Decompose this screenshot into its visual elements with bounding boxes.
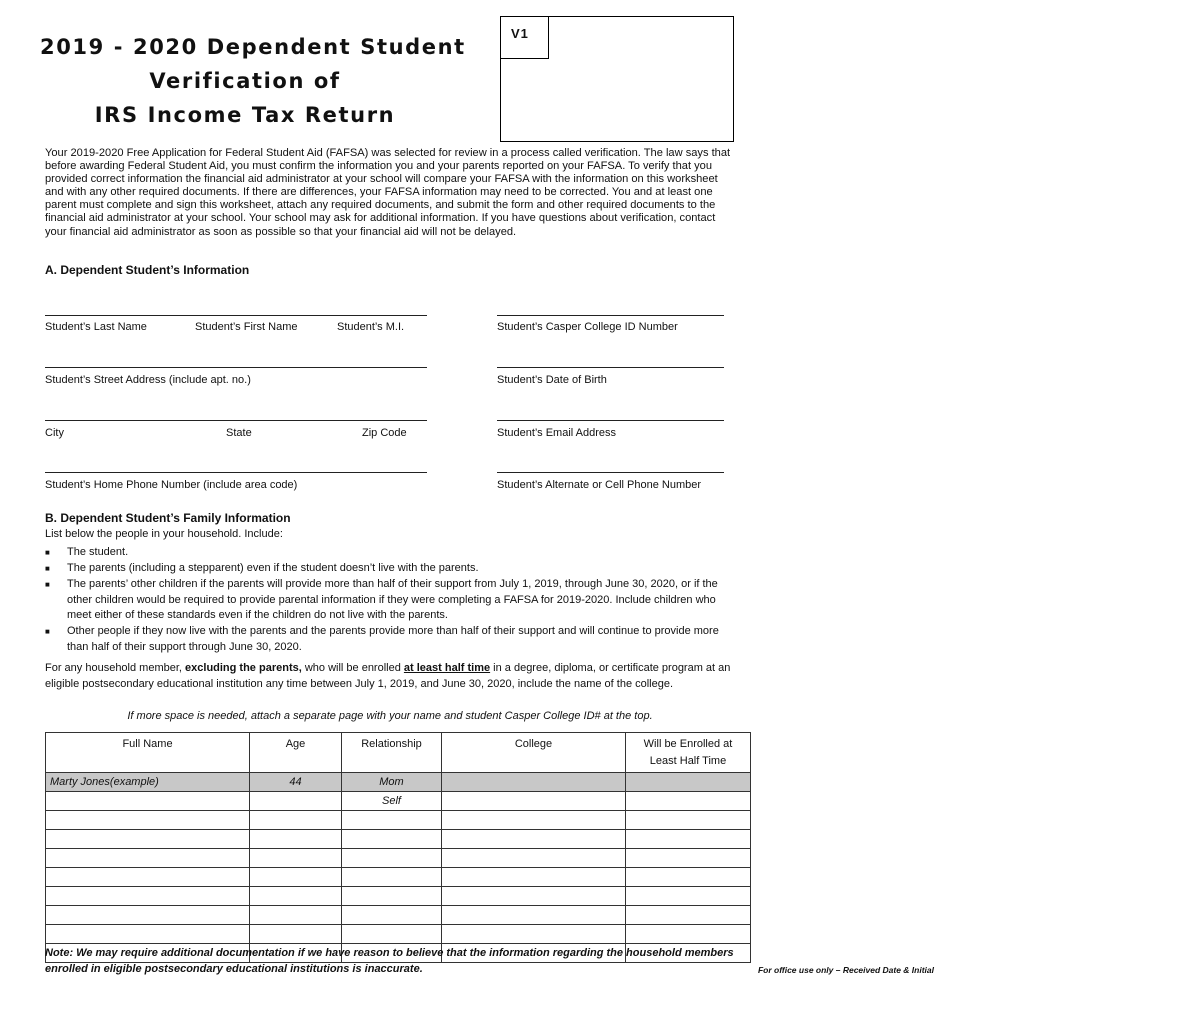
city-line[interactable]: [45, 420, 427, 421]
section-b-heading: B. Dependent Student’s Family Information: [45, 511, 291, 525]
dob-line[interactable]: [497, 367, 724, 368]
example-age: 44: [250, 773, 342, 792]
office-use-box: V1 For office use only – Received Date & Initial: [500, 16, 734, 142]
home-phone-line[interactable]: [45, 472, 427, 473]
alt-phone-label: Student’s Alternate or Cell Phone Number: [497, 479, 702, 491]
id-line[interactable]: [497, 315, 724, 316]
bullet-item: ■ The parents (including a stepparent) even if the student doesn’t live with the parents.: [45, 561, 735, 577]
bullet-item: ■ Other people if they now live with the parents and the parents provide more than half of their support and will continue to provide more than half of their support through June 30, 2020.: [45, 625, 719, 653]
table-row[interactable]: [46, 792, 751, 811]
title-line-3: IRS Income Tax Return: [94, 103, 396, 127]
title-line-1: 2019 - 2020 Dependent Student: [40, 35, 466, 59]
list-intro: List below the people in your household. Include:: [45, 528, 283, 540]
example-row: [46, 773, 751, 792]
email-label: Student’s Email Address: [497, 427, 617, 439]
table-header-row: [46, 733, 751, 773]
bullet-item: ■ The parents’ other children if the parents will provide more than half of their support from July 1, 2019, through June 30, 2020, or if the other children would be required to provide parental information if they were completing a FAFSA for 2019-2020. Include children who meet either of these standards even if the children do not live with the parents.: [45, 578, 718, 622]
table-row[interactable]: [46, 925, 751, 944]
email-line[interactable]: [497, 420, 724, 421]
id-label: Student’s Casper College ID Number: [497, 321, 678, 333]
home-phone-label: Student’s Home Phone Number (include area code): [45, 479, 298, 491]
title-line-2: Verification of: [149, 69, 341, 93]
city-label: City: [45, 427, 64, 439]
household-table: [45, 732, 751, 963]
bullet-square-icon: ■: [45, 627, 50, 636]
self-relationship: Self: [342, 792, 442, 811]
alt-phone-line[interactable]: [497, 472, 724, 473]
example-relationship: Mom: [342, 773, 442, 792]
first-name-label: Student’s First Name: [195, 321, 298, 333]
household-member-instructions: For any household member, excluding the parents, who will be enrolled at least half time in a degree, diploma, or certificate program at an eligible postsecondary educational institution any time between July 1, 2019, and June 30, 2020, include the name of the college.: [45, 662, 731, 690]
table-row[interactable]: [46, 830, 751, 849]
form-title: [40, 30, 466, 132]
section-a-heading: A. Dependent Student’s Information: [45, 263, 250, 277]
table-row[interactable]: [46, 811, 751, 830]
bullet-square-icon: ■: [45, 564, 50, 573]
header-enrolled: Will be Enrolled at Least Half Time: [626, 733, 751, 773]
mi-label: Student’s M.I.: [337, 321, 405, 333]
zip-label: Zip Code: [362, 427, 407, 439]
header-college: College: [442, 733, 626, 773]
dob-label: Student’s Date of Birth: [497, 374, 607, 386]
intro-paragraph: Your 2019-2020 Free Application for Federal Student Aid (FAFSA) was selected for review in a process called verification. The law says that before awarding Federal Student Aid, you must confirm the information you and your parents reported on your FAFSA. To verify that you provided correct information the financial aid administrator at your school will compare your FAFSA with the information on this worksheet and with any other required documents. If there are differences, your FAFSA information may need to be corrected. You and at least one parent must complete and sign this worksheet, attach any required documents, and submit the form and other required documents to the financial aid administrator at your school. Your school may ask for additional information. If you have questions about verification, contact your financial aid administrator as soon as possible so that your financial aid will not be delayed.: [45, 147, 731, 238]
bullet-square-icon: ■: [45, 548, 50, 557]
header-relationship: Relationship: [342, 733, 442, 773]
version-label: V1: [501, 17, 549, 59]
header-age: Age: [250, 733, 342, 773]
table-row[interactable]: [46, 868, 751, 887]
bullet-square-icon: ■: [45, 580, 50, 589]
table-row[interactable]: [46, 849, 751, 868]
table-row[interactable]: [46, 887, 751, 906]
street-line[interactable]: [45, 367, 427, 368]
header-full-name: Full Name: [46, 733, 250, 773]
street-label: Student’s Street Address (include apt. no.): [45, 374, 251, 386]
example-name: Marty Jones(example): [46, 773, 250, 792]
table-row[interactable]: [46, 906, 751, 925]
name-line[interactable]: [45, 315, 427, 316]
state-label: State: [226, 427, 252, 439]
bullet-item: ■ The student.: [45, 545, 735, 561]
last-name-label: Student’s Last Name: [45, 321, 147, 333]
more-space-note: If more space is needed, attach a separate page with your name and student Casper College ID# at the top.: [127, 710, 653, 722]
documentation-note: Note: We may require additional documentation if we have reason to believe that the information regarding the household members enrolled in eligible postsecondary educational institutions is inaccurate.: [45, 947, 734, 975]
